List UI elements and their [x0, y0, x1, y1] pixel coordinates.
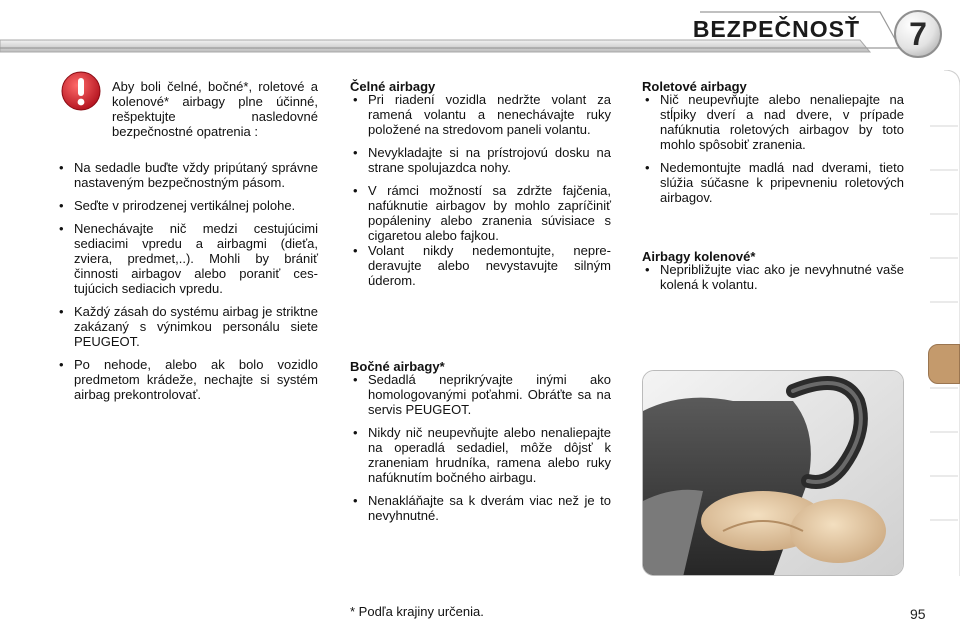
list-item: • Každý zásah do systému airbag je striktne zakázaný s výnimkou personálu siete PEUGEOT. — [56, 304, 318, 349]
knee-airbag-illustration — [642, 370, 904, 576]
list-item: • Seďte v prirodzenej vertikálnej polohe. — [56, 198, 318, 213]
tab-chapter-7[interactable] — [928, 344, 960, 384]
curtain-heading: Roletové airbagy — [642, 79, 747, 94]
list-item: • Nepribližujte viac ako je nevyhnutné vaše kolená k volantu. — [642, 262, 904, 292]
list-item: • Nedemontujte madlá nad dverami, tieto slúžia súčasne k pripevneniu roletových airbagov. — [642, 160, 904, 205]
list-item: • Nič neupevňujte alebo nenaliepajte na stĺpiky dverí a nad dvere, v prípade nafúknutia roletových airbagov by toto mohlo spôsobiť zranenia. — [642, 92, 904, 152]
list-item: • Nevykladajte si na prístrojovú dosku na strane spolujazdca nohy. — [350, 145, 611, 175]
list-item: • Nenechávajte nič medzi cestujúcimi sediacimi vpredu a airbagmi (dieťa, zviera, predmet,..). Mohli by brániť činnosti airbagov alebo poraniť cestujúcich sediacich vpredu. — [56, 221, 318, 296]
list-item: • Volant nikdy nedemontujte, neprederavujte alebo nevystavujte silným úderom. — [350, 243, 611, 288]
list-item: • Pri riadení vozidla nedržte volant za ramená volantu a nenechávajte ruky položené na stredovom paneli volantu. — [350, 92, 611, 137]
knee-heading: Airbagy kolenové* — [642, 249, 756, 264]
frontal-list — [350, 92, 611, 288]
knee-list — [642, 262, 904, 292]
left-list — [56, 160, 318, 402]
list-item: • Na sedadle buďte vždy pripútaný správne nastaveným bezpečnostným pásom. — [56, 160, 318, 190]
page-number: 95 — [910, 606, 926, 622]
chapter-number: 7 — [894, 10, 942, 58]
side-list — [350, 372, 611, 523]
warning-icon — [60, 70, 102, 112]
page-title: BEZPEČNOSŤ — [692, 16, 860, 42]
list-item: • Po nehode, alebo ak bolo vozidlo predmetom krádeže, nechajte si systém airbag prekontrolovať. — [56, 357, 318, 402]
list-item: • Nenakláňajte sa k dverám viac než je to nevyhnutné. — [350, 493, 611, 523]
side-heading: Bočné airbagy* — [350, 359, 445, 374]
list-item: • Nikdy nič neupevňujte alebo nenaliepajte na operadlá sedadiel, môže dôjsť k zraneniam hrudníka, ramena alebo ruky nafúknutím bočného airbagu. — [350, 425, 611, 485]
frontal-heading: Čelné airbagy — [350, 79, 436, 94]
curtain-list — [642, 92, 904, 205]
intro-text: Aby boli čelné, bočné*, roletové a kolenové* airbagy plne účinné, rešpektujte nasledovné bezpečnostné opatrenia : — [112, 79, 318, 139]
knee-airbag-image — [643, 371, 904, 576]
footnote: * Podľa krajiny určenia. — [350, 604, 484, 619]
list-item: • Sedadlá neprikrývajte inými ako homologovanými poťahmi. Obráťte sa na servis PEUGEOT. — [350, 372, 611, 417]
list-item: • V rámci možností sa zdržte fajčenia, nafúknutie airbagov by mohlo zapríčiniť popáleniny alebo zranenia súvisiace s cigaretou alebo fajkou. — [350, 183, 611, 243]
tab-dividers — [928, 70, 960, 576]
chapter-tabs — [928, 70, 960, 576]
